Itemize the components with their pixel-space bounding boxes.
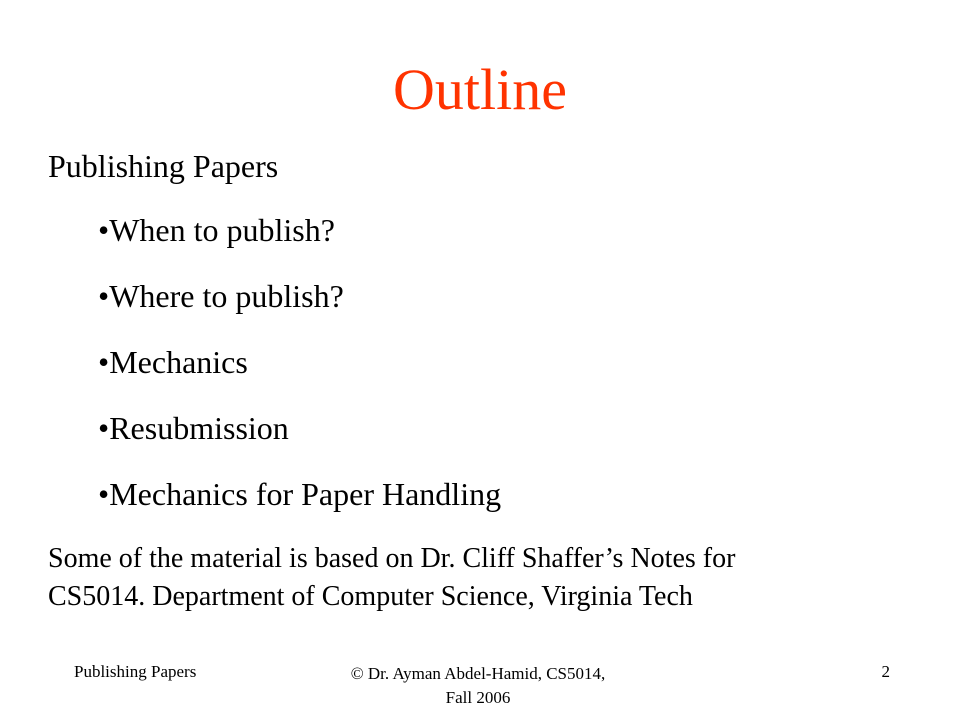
footer-copyright-line: © Dr. Ayman Abdel-Hamid, CS5014, [350,664,606,683]
page-number: 2 [881,662,890,681]
list-item [98,276,501,342]
bullet-marker: • [98,212,110,248]
list-item-text: Mechanics for Paper Handling [109,476,502,512]
list-item [98,210,501,276]
credit-note-line: Some of the material is based on Dr. Cliff Shaffer’s Notes for [48,543,736,574]
footer-copyright-line: Fall 2006 [445,688,511,707]
credit-note-line: CS5014. Department of Computer Science, Virginia Tech [48,581,693,612]
credit-note [48,540,908,616]
list-item-text: When to publish? [109,212,335,248]
section-heading: Publishing Papers [48,148,279,184]
list-item [98,474,501,540]
list-item-text: Resubmission [109,410,289,446]
footer-copyright [300,662,656,710]
footer-title: Publishing Papers [74,662,197,681]
bullet-marker: • [98,344,110,380]
slide-title: Outline [393,57,567,122]
list-item-text: Where to publish? [109,278,344,314]
list-item [98,408,501,474]
bullet-marker: • [98,410,110,446]
bullet-marker: • [98,278,110,314]
bullet-marker: • [98,476,110,512]
outline-list [98,210,501,540]
list-item-text: Mechanics [109,344,248,380]
list-item [98,342,501,408]
